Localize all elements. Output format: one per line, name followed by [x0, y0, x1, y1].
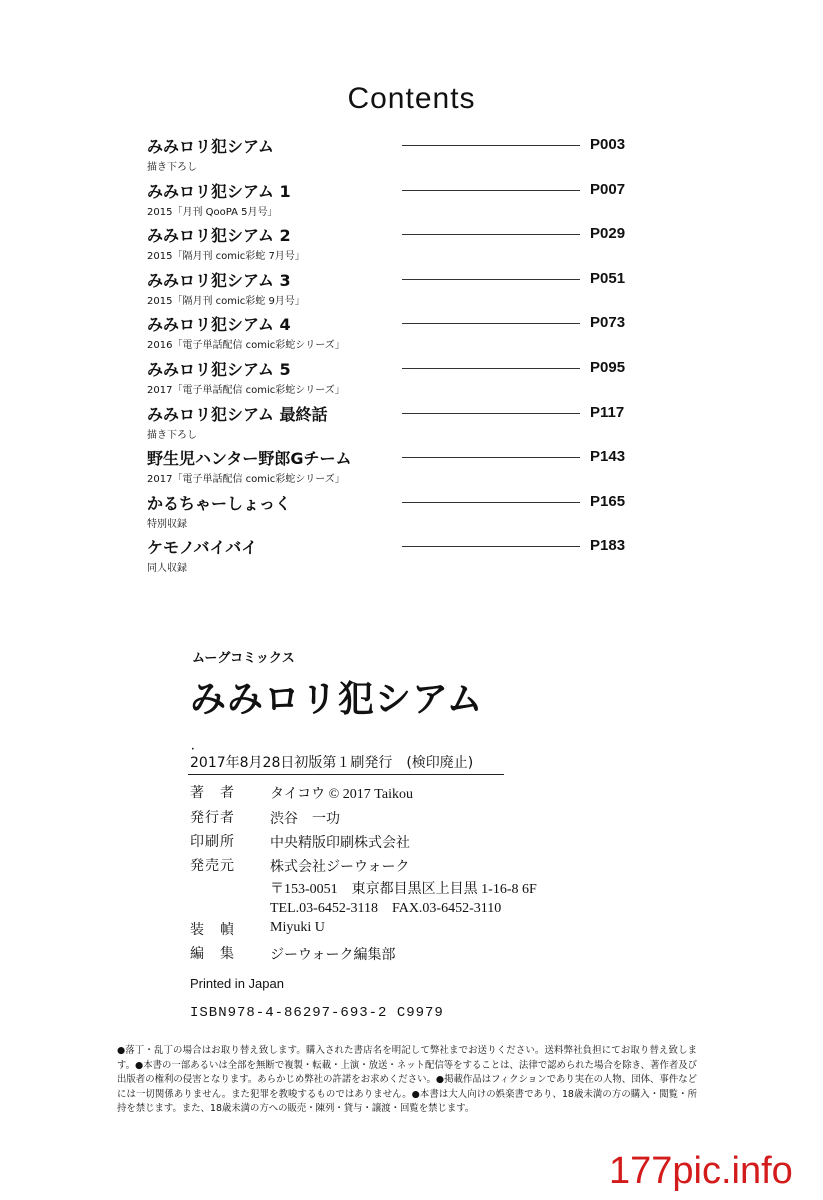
toc-entry-page: P051 [590, 269, 626, 287]
toc-entry-title: みみロリ犯シアム 3 [147, 270, 291, 290]
publication-date: 2017年8月28日初版第１刷発行 (検印廃止) [190, 755, 474, 771]
toc-entry[interactable] [147, 310, 647, 355]
toc-entry[interactable] [147, 221, 647, 266]
table-of-contents [147, 132, 647, 578]
seller-label: 発売元 [190, 858, 235, 874]
seller-value: 株式会社ジーウォーク [270, 860, 410, 875]
toc-leader-line [402, 234, 580, 235]
watermark-logo: 177pic.info [609, 1150, 793, 1192]
printer-label: 印刷所 [190, 834, 235, 850]
toc-entry-page: P165 [590, 492, 626, 510]
toc-entry[interactable] [147, 444, 647, 489]
toc-entry-source: 特別収録 [147, 518, 187, 530]
toc-entry-page: P007 [590, 180, 626, 198]
toc-entry-page: P143 [590, 448, 626, 466]
toc-entry-page: P095 [590, 358, 626, 376]
isbn: ISBN978-4-86297-693-2 C9979 [190, 1005, 444, 1021]
design-label: 装 幀 [190, 922, 235, 938]
toc-entry-title: みみロリ犯シアム 1 [147, 181, 291, 201]
toc-leader-line [402, 323, 580, 324]
author-value: タイコウ © 2017 Taikou [270, 787, 413, 802]
printed-in-japan: Printed in Japan [190, 976, 284, 991]
toc-entry-title: みみロリ犯シアム [147, 137, 274, 156]
toc-entry[interactable] [147, 489, 647, 534]
publisher-label: 発行者 [190, 810, 235, 826]
design-value: Miyuki U [270, 920, 325, 935]
series-name: ムーグコミックス [192, 651, 295, 666]
toc-entry-title: みみロリ犯シアム 5 [147, 359, 291, 379]
toc-entry-source: 2017「電子単話配信 comic彩蛇シリーズ」 [147, 474, 345, 486]
decorative-dot: • [191, 746, 195, 753]
toc-leader-line [402, 368, 580, 369]
toc-entry-source: 同人収録 [147, 563, 187, 575]
editor-value: ジーウォーク編集部 [270, 948, 396, 963]
toc-leader-line [402, 279, 580, 280]
toc-entry-page: P183 [590, 537, 626, 555]
toc-entry-title: みみロリ犯シアム 4 [147, 315, 291, 335]
toc-entry-page: P003 [590, 136, 626, 153]
toc-entry-source: 描き下ろし [147, 162, 197, 173]
toc-leader-line [402, 502, 580, 503]
seller-address: 〒153-0051 東京都目黒区上目黒 1-16-8 6F [270, 882, 537, 897]
toc-entry[interactable] [147, 177, 647, 222]
toc-entry-page: P117 [590, 403, 625, 421]
toc-entry-source: 2016「電子単話配信 comic彩蛇シリーズ」 [147, 340, 345, 352]
editor-label: 編 集 [190, 946, 235, 962]
author-label: 著 者 [190, 785, 235, 801]
colophon-rule [188, 774, 504, 775]
toc-entry-title: みみロリ犯シアム 2 [147, 226, 291, 246]
toc-entry[interactable] [147, 132, 647, 177]
toc-leader-line [402, 190, 580, 191]
toc-entry-page: P073 [590, 314, 626, 332]
toc-entry-source: 2015「隔月刊 comic彩蛇 7月号」 [147, 251, 305, 263]
toc-leader-line [402, 145, 580, 146]
toc-entry-source: 描き下ろし [147, 429, 197, 441]
legal-notice: ●落丁・乱丁の場合はお取り替え致します。購入された書店名を明記して弊社までお送りください。送料弊社負担にてお取り替え致します。●本書の一部あるいは全部を無断で複製・転載・上演・放送・ネット配信等をすることは、法律で認められた場合を除き、著作者及び出版者の権利の侵害となります。あらかじめ弊社の許諾をお求めください。●掲載作品はフィクションであり実在の人物、団体、事件などには一切関係ありません。また犯罪を教唆するものではありません。●本書は大人向けの娯楽書であり、18歳未満の方の購入・閲覧・所持を禁じます。また、18歳未満の方への販売・陳列・貸与・譲渡・回覧を禁じます。 [117, 1045, 697, 1115]
publisher-value: 渋谷 一功 [270, 812, 340, 827]
contents-heading: Contents [347, 82, 476, 115]
toc-leader-line [402, 413, 580, 414]
book-title: みみロリ犯シアム [190, 679, 484, 720]
toc-entry-page: P029 [590, 225, 626, 243]
printer-value: 中央精版印刷株式会社 [270, 836, 410, 851]
toc-entry-title: 野生児ハンター野郎Gチーム [147, 449, 352, 469]
toc-leader-line [402, 457, 580, 458]
toc-entry[interactable] [147, 355, 647, 400]
toc-entry[interactable] [147, 533, 647, 578]
toc-entry-source: 2015「隔月刊 comic彩蛇 9月号」 [147, 295, 305, 307]
toc-entry-title: みみロリ犯シアム 最終話 [147, 404, 328, 424]
toc-entry-source: 2017「電子単話配信 comic彩蛇シリーズ」 [147, 384, 345, 396]
toc-entry-source: 2015「月刊 QooPA 5月号」 [147, 206, 278, 218]
toc-entry-title: ケモノバイバイ [147, 538, 258, 558]
toc-leader-line [402, 546, 580, 547]
toc-entry-title: かるちゃーしょっく [147, 493, 292, 513]
toc-entry[interactable] [147, 400, 647, 445]
seller-phone: TEL.03-6452-3118 FAX.03-6452-3110 [270, 901, 502, 916]
toc-entry[interactable] [147, 266, 647, 311]
